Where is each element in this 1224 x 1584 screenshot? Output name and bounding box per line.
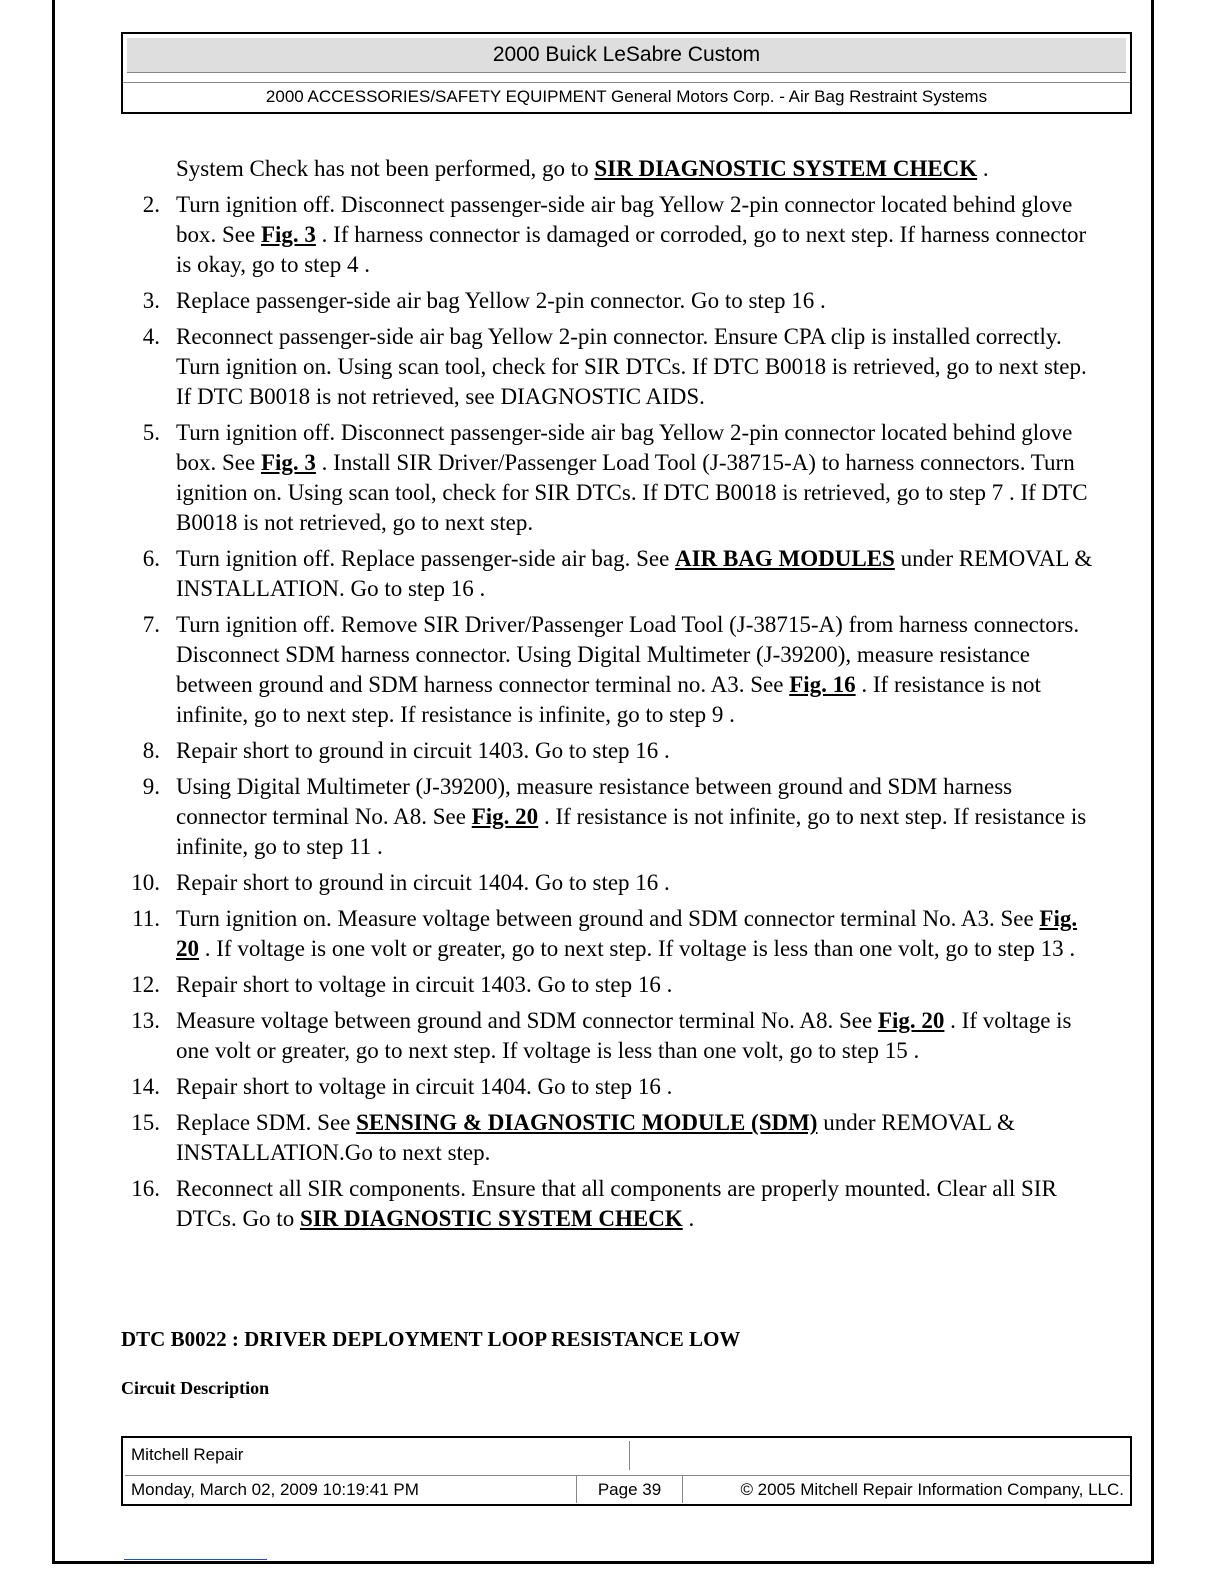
- lead-text-end: .: [977, 156, 989, 181]
- step-item: [0, 610, 1224, 730]
- step-reference-link[interactable]: Fig. 20: [471, 804, 539, 829]
- step-reference-link[interactable]: SIR DIAGNOSTIC SYSTEM CHECK: [299, 1206, 683, 1231]
- footer-brand: Mitchell Repair: [125, 1441, 630, 1470]
- step-number: 16.: [131, 1176, 160, 1201]
- step-item: [0, 1072, 1224, 1102]
- step-item: [0, 190, 1224, 280]
- step-text-part: . If harness connector is damaged or corroded, go to next step. If harness connector is okay, go to step 4 .: [176, 222, 1087, 277]
- step-text: [176, 1006, 1096, 1066]
- step-number: 10.: [131, 870, 160, 895]
- footer-page-number: Page 39: [577, 1475, 683, 1503]
- step-number: 13.: [131, 1008, 160, 1033]
- step-item: [0, 322, 1224, 412]
- circuit-description-heading: Circuit Description: [121, 1378, 270, 1398]
- step-text-part: Using Digital Multimeter (J-39200), measure resistance between ground and SDM harness connector terminal No. A8. See: [176, 774, 1013, 829]
- step-number: 3.: [142, 288, 160, 313]
- footer-copyright: © 2005 Mitchell Repair Information Company, LLC.: [683, 1475, 1130, 1503]
- step-item: [0, 868, 1224, 898]
- step-text: [176, 610, 1096, 730]
- step-text-part: . If voltage is one volt or greater, go to next step. If voltage is less than one volt, go to step 15 .: [176, 1008, 1072, 1063]
- step-text: [176, 1072, 1096, 1102]
- step-text-part: Turn ignition off. Remove SIR Driver/Passenger Load Tool (J-38715-A) from harness connectors. Disconnect SDM harness connector. Using Digital Multimeter (J-39200), measure resistance between ground and SDM harness connector terminal no. A3. See: [176, 612, 1080, 697]
- step-text-part: Repair short to voltage in circuit 1403. Go to step 16 .: [176, 972, 673, 997]
- procedure-content: [0, 154, 1224, 1240]
- step-text-part: . If voltage is one volt or greater, go to next step. If voltage is less than one volt, go to step 13 .: [199, 936, 1076, 961]
- step-reference-link[interactable]: Fig. 3: [260, 450, 316, 475]
- document-header: [121, 32, 1132, 114]
- step-text: [176, 544, 1096, 604]
- step-item: [0, 1174, 1224, 1234]
- step-text-part: Replace SDM. See: [176, 1110, 357, 1135]
- step-item: [0, 736, 1224, 766]
- step-text-part: Replace passenger-side air bag Yellow 2-pin connector. Go to step 16 .: [176, 288, 826, 313]
- step-reference-link[interactable]: Fig. 20: [877, 1008, 945, 1033]
- step-text: [176, 868, 1096, 898]
- step-reference-link[interactable]: Fig. 16: [789, 672, 856, 697]
- step-reference-link[interactable]: SENSING & DIAGNOSTIC MODULE (SDM): [356, 1110, 818, 1135]
- step-item: [0, 904, 1224, 964]
- step-text-part: . If resistance is not infinite, go to next step. If resistance is infinite, go to step 11 .: [176, 804, 1087, 859]
- step-item: [0, 772, 1224, 862]
- step-number: 4.: [142, 324, 160, 349]
- step-item: [0, 544, 1224, 604]
- step-item: [0, 418, 1224, 538]
- step-item: [0, 970, 1224, 1000]
- step-item: [0, 1006, 1224, 1066]
- step-text: [176, 418, 1096, 538]
- step-text: [176, 190, 1096, 280]
- step-text-part: Repair short to ground in circuit 1403. Go to step 16 .: [176, 738, 670, 763]
- step-text: [176, 772, 1096, 862]
- section-subtitle: 2000 ACCESSORIES/SAFETY EQUIPMENT General Motors Corp. - Air Bag Restraint Systems: [123, 82, 1130, 111]
- step-text-part: Reconnect passenger-side air bag Yellow 2-pin connector. Ensure CPA clip is installed correctly. Turn ignition on. Using scan tool, check for SIR DTCs. If DTC B0018 is retrieved, go to next step. If DTC B0018 is not retrieved, see DIAGNOSTIC AIDS.: [176, 324, 1087, 409]
- step-text-part: .: [682, 1206, 695, 1231]
- lead-paragraph: [176, 154, 1096, 184]
- step-number: 15.: [131, 1110, 160, 1135]
- dtc-heading: DTC B0022 : DRIVER DEPLOYMENT LOOP RESISTANCE LOW: [121, 1327, 741, 1351]
- step-text-part: under REMOVAL & INSTALLATION. Go to step 16 .: [176, 546, 1093, 601]
- step-number: 14.: [131, 1074, 160, 1099]
- lead-text: System Check has not been performed, go to: [176, 156, 595, 181]
- step-text-part: Measure voltage between ground and SDM connector terminal No. A8. See: [176, 1008, 878, 1033]
- step-number: 5.: [142, 420, 160, 445]
- step-item: [0, 286, 1224, 316]
- step-number: 2.: [142, 192, 160, 217]
- step-text: [176, 1174, 1096, 1234]
- steps-list: [0, 190, 1224, 1234]
- step-text-part: . Install SIR Driver/Passenger Load Tool (J-38715-A) to harness connectors. Turn ignition on. Using scan tool, check for SIR DTCs. If DTC B0018 is retrieved, go to step 7 . If DTC B0018 is not retrieved, go to next step.: [176, 450, 1088, 535]
- step-item: [0, 1108, 1224, 1168]
- step-text-part: Reconnect all SIR components. Ensure that all components are properly mounted. Clear all SIR DTCs. Go to: [176, 1176, 1057, 1231]
- step-reference-link[interactable]: Fig. 20: [176, 906, 1078, 961]
- step-text: [176, 322, 1096, 412]
- step-reference-link[interactable]: Fig. 3: [260, 222, 316, 247]
- step-number: 6.: [142, 546, 160, 571]
- footer-date: Monday, March 02, 2009 10:19:41 PM: [125, 1475, 577, 1503]
- step-number: 7.: [142, 612, 160, 637]
- step-text: [176, 904, 1096, 964]
- step-text: [176, 286, 1096, 316]
- step-text-part: Repair short to ground in circuit 1404. Go to step 16 .: [176, 870, 670, 895]
- step-text-part: Turn ignition off. Disconnect passenger-side air bag Yellow 2-pin connector located behind glove box. See: [176, 420, 1073, 475]
- step-text-part: . If resistance is not infinite, go to next step. If resistance is infinite, go to step 9 .: [176, 672, 1041, 727]
- bottom-link-rule: [124, 1559, 267, 1560]
- step-text-part: Turn ignition off. Disconnect passenger-side air bag Yellow 2-pin connector located behind glove box. See: [176, 192, 1073, 247]
- step-text-part: Turn ignition off. Replace passenger-side air bag. See: [176, 546, 676, 571]
- step-number: 12.: [131, 972, 160, 997]
- vehicle-title: 2000 Buick LeSabre Custom: [127, 38, 1126, 73]
- step-number: 11.: [132, 906, 160, 931]
- footer-blank: [630, 1441, 1128, 1470]
- step-text: [176, 736, 1096, 766]
- step-text: [176, 970, 1096, 1000]
- step-text-part: Repair short to voltage in circuit 1404. Go to step 16 .: [176, 1074, 673, 1099]
- document-footer: [121, 1436, 1132, 1506]
- step-text-part: under REMOVAL & INSTALLATION.Go to next step.: [176, 1110, 1015, 1165]
- step-number: 8.: [142, 738, 160, 763]
- step-text-part: Turn ignition on. Measure voltage between ground and SDM connector terminal No. A3. See: [176, 906, 1040, 931]
- step-number: 9.: [142, 774, 160, 799]
- step-reference-link[interactable]: AIR BAG MODULES: [675, 546, 895, 571]
- sir-check-link[interactable]: SIR DIAGNOSTIC SYSTEM CHECK: [594, 156, 978, 181]
- step-text: [176, 1108, 1096, 1168]
